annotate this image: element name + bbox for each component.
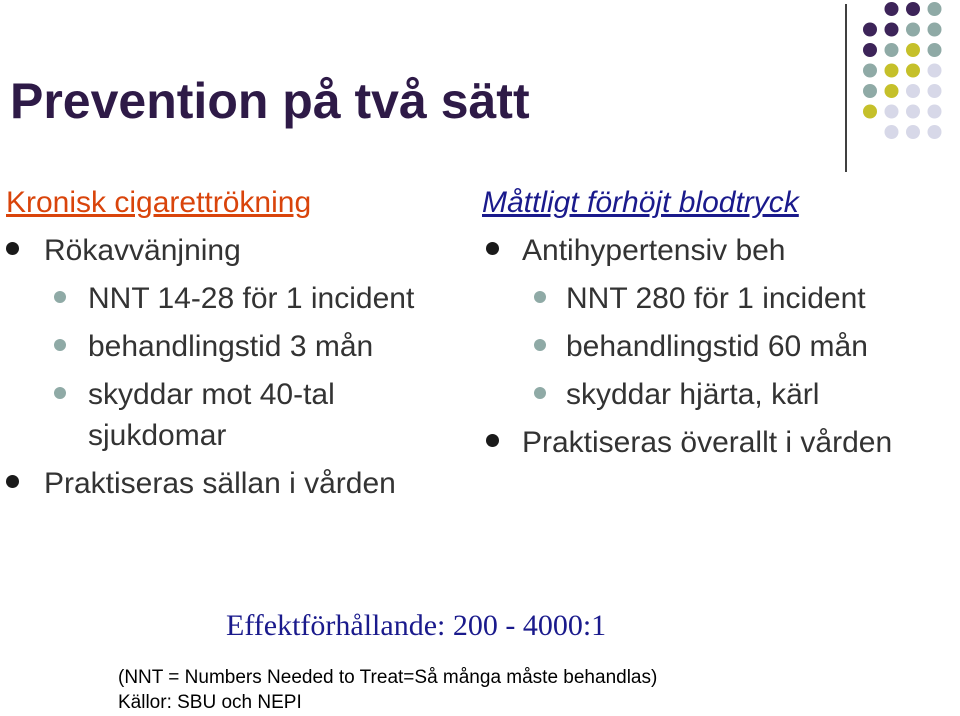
sub-bullet-icon: [534, 339, 546, 351]
footnote-definition: (NNT = Numbers Needed to Treat=Så många måste behandlas): [118, 667, 658, 688]
left-column-heading: Kronisk cigarettrökning: [6, 186, 312, 219]
decorative-dot: [928, 64, 942, 78]
list-item-text: behandlingstid 3 mån: [88, 330, 374, 363]
bullet-icon: [486, 242, 499, 255]
slide-title: Prevention på två sätt: [10, 73, 530, 129]
decorative-dot: [928, 84, 942, 98]
list-item-text: Antihypertensiv beh: [522, 234, 786, 267]
list-item: [482, 422, 952, 463]
decorative-dot: [928, 105, 942, 119]
sub-list-item: [6, 278, 451, 319]
sub-bullet-icon: [534, 291, 546, 303]
list-item-text: Rökavvänjning: [44, 234, 241, 267]
decorative-dot: [885, 84, 899, 98]
bullet-icon: [486, 434, 499, 447]
left-column: [6, 182, 451, 504]
decorative-dot: [863, 43, 877, 57]
list-item-text: NNT 14-28 för 1 incident: [88, 282, 415, 315]
decorative-dot: [863, 105, 877, 119]
decorative-dot: [906, 43, 920, 57]
decorative-dot: [863, 64, 877, 78]
decorative-dot: [863, 23, 877, 37]
list-item: [482, 230, 952, 271]
decorative-dot: [885, 105, 899, 119]
decorative-dot: [885, 2, 899, 16]
decorative-dot: [906, 105, 920, 119]
dot-pattern: [863, 2, 942, 139]
sub-list-item: [482, 278, 952, 319]
list-item-text: Praktiseras sällan i vården: [44, 467, 396, 500]
list-item-text: skyddar mot 40-tal sjukdomar: [88, 378, 335, 452]
sub-bullet-icon: [54, 339, 66, 351]
decorative-dot: [906, 84, 920, 98]
footnote: [118, 665, 657, 715]
list-item-text: NNT 280 för 1 incident: [566, 282, 866, 315]
decorative-dot: [906, 2, 920, 16]
decorative-dot: [928, 2, 942, 16]
decorative-dot: [928, 43, 942, 57]
decorative-dot: [906, 23, 920, 37]
sub-list-item: [482, 374, 952, 415]
decorative-dot: [906, 64, 920, 78]
decorative-dot: [863, 84, 877, 98]
sub-list-item: [482, 326, 952, 367]
bullet-icon: [6, 475, 19, 488]
sub-list-item: [6, 326, 451, 367]
sub-bullet-icon: [534, 387, 546, 399]
list-item: [6, 230, 451, 271]
right-column: [482, 182, 952, 463]
decorative-dot: [928, 23, 942, 37]
decorative-dot: [885, 23, 899, 37]
list-item-text: Praktiseras överallt i vården: [522, 426, 893, 459]
list-item-text: behandlingstid 60 mån: [566, 330, 868, 363]
decorative-dot: [885, 43, 899, 57]
decorative-dot: [906, 125, 920, 139]
sub-bullet-icon: [54, 387, 66, 399]
bullet-icon: [6, 242, 19, 255]
effect-ratio-text: Effektförhållande: 200 - 4000:1: [226, 609, 607, 642]
sub-bullet-icon: [54, 291, 66, 303]
right-column-heading: Måttligt förhöjt blodtryck: [482, 186, 799, 219]
footnote-sources: Källor: SBU och NEPI: [118, 692, 302, 713]
list-item-text: skyddar hjärta, kärl: [566, 378, 820, 411]
decorative-dot: [885, 125, 899, 139]
decorative-dot: [885, 64, 899, 78]
sub-list-item: [6, 374, 451, 456]
list-item: [6, 463, 451, 504]
decorative-dot: [928, 125, 942, 139]
